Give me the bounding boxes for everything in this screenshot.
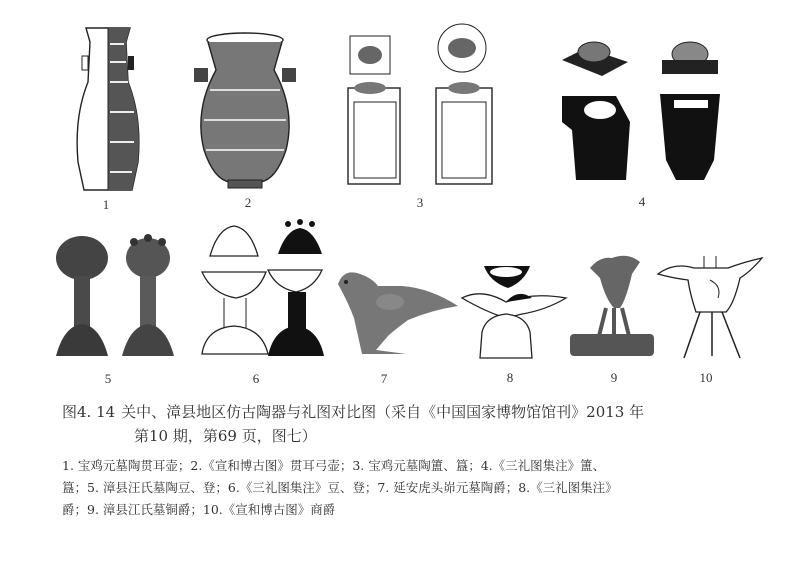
figure-number-8: 8 <box>506 370 514 385</box>
caption-notes-line-3: 爵；9. 漳县江氏墓铜爵；10.《宣和博古图》商爵 <box>62 502 336 517</box>
figure-number-1: 1 <box>102 197 110 212</box>
caption-title-line-1 <box>62 400 762 424</box>
figure-number-6: 6 <box>252 371 260 386</box>
figure-3-fu-gui <box>340 18 510 193</box>
figure-number-3: 3 <box>416 195 424 210</box>
figure-2-hu-vessel <box>190 30 300 190</box>
figure-9-bronze-jue <box>566 248 658 360</box>
figure-caption-notes <box>62 455 762 521</box>
figure-1-vase <box>68 22 148 192</box>
figure-label: 图4. 14 <box>62 403 116 421</box>
figure-caption-title <box>62 400 762 448</box>
figure-number-10: 10 <box>699 370 713 385</box>
figure-number-9: 9 <box>610 370 618 385</box>
figure-6-sanli-dou-deng <box>196 218 326 363</box>
caption-notes-line-1: 1. 宝鸡元墓陶贯耳壶；2.《宣和博古图》贯耳弓壶；3. 宝鸡元墓陶簠、簋；4.《三礼图集注》簠、 <box>62 458 606 473</box>
figure-7-bird-jue <box>332 262 462 357</box>
caption-title-line-2: 第10 期，第69 页，图七） <box>134 427 317 445</box>
figure-number-5: 5 <box>104 371 112 386</box>
figure-10-shang-jue <box>654 250 764 362</box>
figure-number-4: 4 <box>638 194 646 209</box>
caption-title-text: 关中、漳县地区仿古陶器与礼图对比图（采自《中国国家博物馆馆刊》2013 年 <box>121 403 645 421</box>
caption-notes-line-2: 簋；5. 漳县汪氏墓陶豆、登；6.《三礼图集注》豆、登；7. 延安虎头峁元墓陶爵；8.《三礼图集注》 <box>62 480 618 495</box>
figure-4-sanli-fu-gui <box>556 30 736 190</box>
figure-number-2: 2 <box>244 195 252 210</box>
figure-5-pottery-dou-deng <box>50 228 180 360</box>
figure-number-7: 7 <box>380 371 388 386</box>
figure-8-sanli-jue <box>462 258 574 364</box>
